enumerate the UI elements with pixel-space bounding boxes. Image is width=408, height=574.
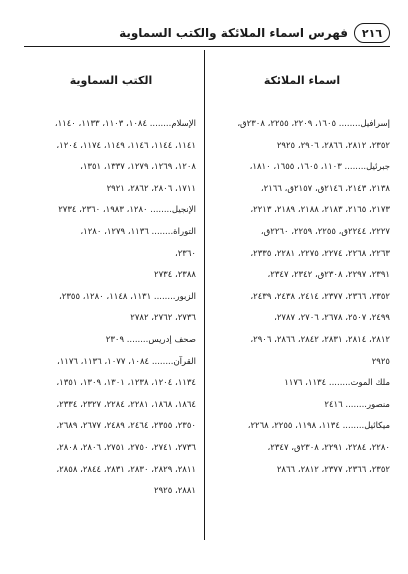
- index-line: ١١٤١، ١١٤٤، ١١٤٦، ١١٤٩، ١١٧٤، ١٢٠٤،: [56, 140, 196, 151]
- scriptures-entries: [26, 114, 196, 503]
- column-divider: [204, 50, 205, 540]
- index-line: ٢١٣٨، ٢١٤٣، ٢١٤٦ق، ٢١٥٧ق، ٢١٦٦،: [260, 183, 390, 194]
- index-line: ٢٣٥٢، ٢٨١٢، ٢٨٦٦، ٢٩٠٦، ٢٩٢٥: [276, 140, 390, 151]
- index-line: ١٨٦٤، ١٨٦٨، ٢٢٨١، ٢٢٨٤، ٢٣٢٧، ٢٣٣٤،: [56, 399, 196, 410]
- index-line: ملك الموت........ ١١٣٤، ١١٧٦: [284, 378, 390, 389]
- index-line: ٢٤٩٩، ٢٥٠٧، ٢٦٧٨، ٢٧٠٦، ٢٧٨٧،: [274, 313, 390, 324]
- index-line: ٢٧٣٦، ٢٧٦٢، ٢٧٨٢: [130, 313, 196, 324]
- index-line: ١٧١١، ٢٨٠٦، ٢٨٦٢، ٢٩٢١: [106, 183, 196, 194]
- index-line: ٢٣٥٢، ٢٣٦٦، ٢٣٧٧، ٢٤١٤، ٢٤٣٨، ٢٤٣٩،: [250, 291, 390, 302]
- index-line: ٢٢٨٠، ٢٢٨٤، ٢٢٩١، ٢٣٠٨ق، ٢٣٤٧،: [267, 442, 390, 453]
- index-line: ١١٣٤، ١٢٠٤، ١٢٣٨، ١٣٠١، ١٣٠٩، ١٣٥١،: [56, 378, 196, 389]
- index-line: ٢٧٣٦، ٢٧٤١، ٢٧٥٠، ٢٧٥١، ٢٨٠٦، ٢٨٠٨،: [56, 442, 196, 453]
- angels-heading: اسماء الملائكة: [263, 74, 341, 87]
- index-line: ٢١٧٣، ٢١٦٥، ٢١٨٣، ٢١٨٨، ٢١٨٩، ٢٢١٣،: [250, 205, 390, 216]
- index-line: ميكائيل........ ١١٣٤، ١١٩٨، ٢٢٥٥، ٢٢٦٨،: [247, 421, 390, 432]
- scriptures-column: [26, 74, 196, 503]
- angels-column: [214, 74, 390, 481]
- scriptures-heading: الكتب السماوية: [69, 74, 153, 87]
- index-line: ٢٩٢٥: [371, 356, 390, 367]
- index-line: ٢٢٢٧، ٢٢٤٤ق، ٢٢٥٥، ٢٢٥٩، ٢٢٦٠ق،: [260, 226, 390, 237]
- index-line: الزبور........ ١١٣١، ١١٤٨، ١٢٨٠، ٢٣٥٥،: [59, 291, 196, 302]
- page-number: ٢١٦: [354, 23, 390, 43]
- page-header: [24, 22, 390, 44]
- index-line: القرآن........ ١٠٨٤، ١٠٧٧، ١١٣٦، ١١٧٦،: [56, 356, 196, 367]
- running-title: فهرس اسماء الملائكة والكتب السماوية: [119, 26, 348, 40]
- index-line: ٢٨١١، ٢٨٢٩، ٢٨٣٠، ٢٨٣١، ٢٨٤٤، ٢٨٥٨،: [56, 464, 196, 475]
- index-line: الإسلام........ ١٠٨٤، ١١٠٣، ١١٣٣، ١١٤٠،: [54, 119, 196, 129]
- index-line: ٢٣٨٨، ٢٧٣٤: [154, 270, 196, 281]
- index-line: ٢٣٥٠، ٢٣٥٥، ٢٤٦٤، ٢٤٨٩، ٢٦٧٧، ٢٦٨٩،: [56, 421, 196, 432]
- index-line: التوراة........ ١١٣٦، ١٢٧٩، ١٢٨٠،: [80, 226, 196, 237]
- index-line: ٢٣٦٠،: [174, 248, 196, 259]
- index-line: جبرئيل........ ١١٠٣، ١٦٠٥، ١٦٥٥، ١٨١٠،: [249, 162, 390, 173]
- index-line: ٢٨١٢، ٢٨١٤، ٢٨٣١، ٢٨٤٢، ٢٨٦٦، ٢٩٠٦،: [250, 334, 390, 345]
- index-line: إسرافيل........ ١٦٠٥، ٢٢٠٩، ٢٢٥٥، ٢٣٠٨ق،: [237, 119, 390, 129]
- index-line: صحف إدريس........ ٢٣٠٩: [105, 334, 196, 345]
- index-line: ٢٨٨١، ٢٩٢٥: [154, 486, 196, 497]
- angels-entries: [214, 114, 390, 481]
- index-line: منصور........ ٢٤١٦: [324, 399, 390, 410]
- index-line: ١٢٠٨، ١٢٦٩، ١٢٧٩، ١٣٣٧، ١٣٥١،: [80, 162, 196, 173]
- index-line: ٢٣٥٢، ٢٣٦٦، ٢٣٧٧، ٢٨١٢، ٢٨٦٦: [276, 464, 390, 475]
- index-line: ٢٣٩١، ٢٢٩٧، ٢٣٠٨ق، ٢٣٤٢، ٢٣٤٧،: [267, 270, 390, 281]
- header-rule: [24, 46, 390, 47]
- index-line: ٢٢٦٣، ٢٢٦٨، ٢٢٧٤، ٢٢٧٥، ٢٢٨١، ٢٣٣٥،: [250, 248, 390, 259]
- index-line: الإنجيل........ ١٢٨٠، ١٩٨٣، ٢٣٦٠، ٢٧٣٤: [58, 205, 196, 216]
